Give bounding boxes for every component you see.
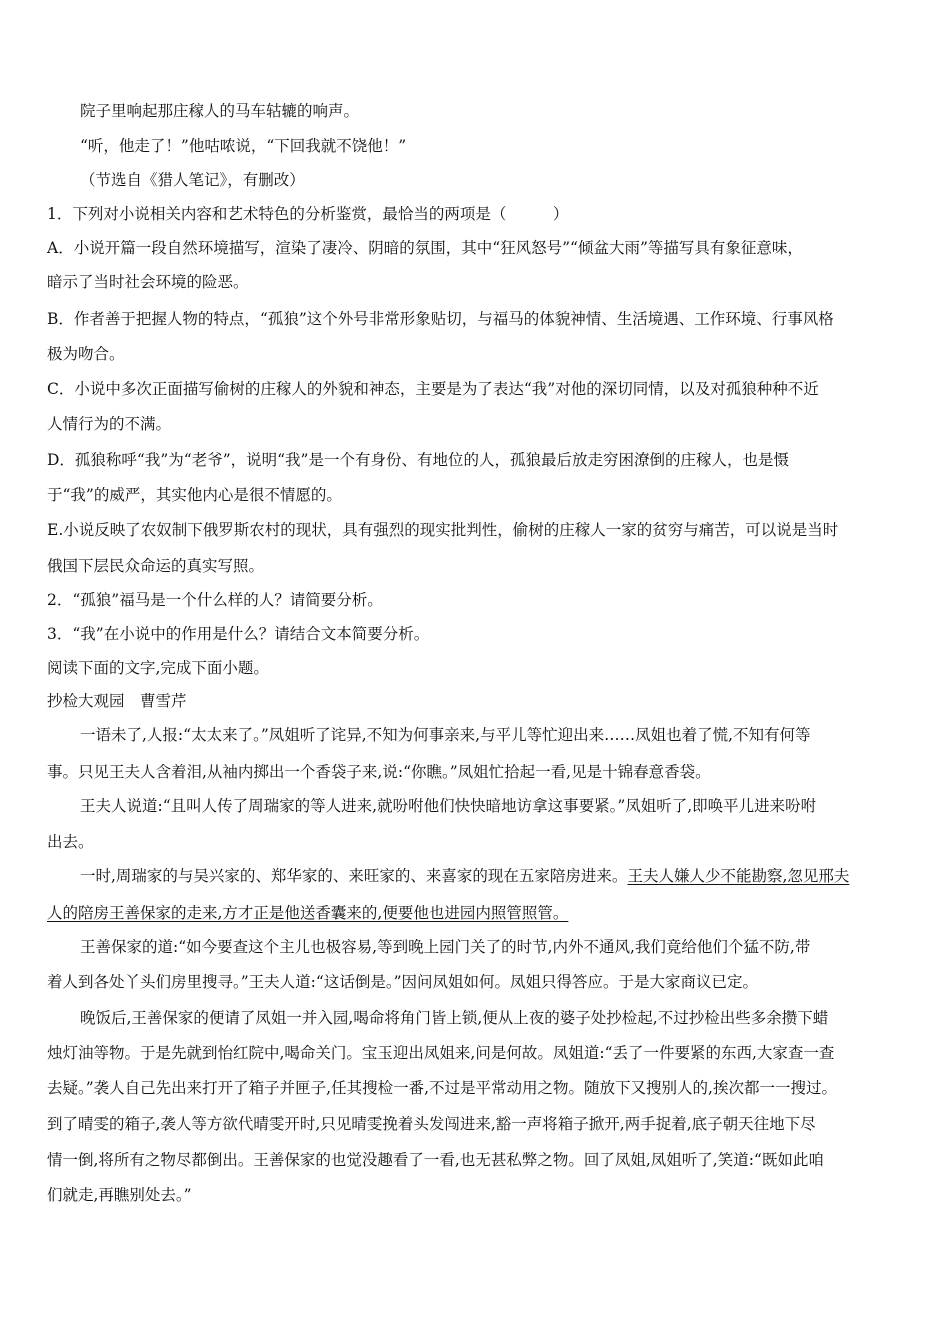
paragraph-3-line-1 [80,866,849,886]
passage-line-cart-sound: 院子里响起那庄稼人的马车轱辘的响声。 [80,102,360,120]
paragraph-2-line-1: 王夫人说道:“且叫人传了周瑞家的等人进来,就吩咐他们快快暗地访拿这事要紧。”凤姐听了,即唤平儿进来吩咐 [80,797,817,815]
paragraph-3-plain: 一时,周瑞家的与吴兴家的、郑华家的、来旺家的、来喜家的现在五家陪房进来。 [80,867,628,885]
passage-line-quote: “听，他走了！”他咕哝说，“下回我就不饶他！” [80,137,407,155]
question-1-stem: 1．下列对小说相关内容和艺术特色的分析鉴赏，最恰当的两项是（ ） [47,205,569,223]
option-c-line-1: C．小说中多次正面描写偷树的庄稼人的外貌和神态，主要是为了表达“我”对他的深切同情，以及对孤狼种种不近 [47,380,819,398]
passage-source: （节选自《猎人笔记》，有删改） [80,171,305,189]
paragraph-1-line-2: 事。只见王夫人含着泪,从袖内掷出一个香袋子来,说:“你瞧。”凤姐忙拾起一看,见是十锦春意香袋。 [47,763,711,781]
paragraph-3-underlined-end: 人的陪房王善保家的走来,方才正是他送香囊来的,便要他也进园内照管照管。 [47,904,569,922]
paragraph-2-line-2: 出去。 [47,833,94,851]
paragraph-4-line-1: 王善保家的道:“如今要查这个主儿也极容易,等到晚上园门关了的时节,内外不通风,我们竟给他们个猛不防,带 [80,938,811,956]
option-d-line-2: 于“我”的威严，其实他内心是很不情愿的。 [47,486,342,504]
paragraph-4-line-2: 着人到各处丫头们房里搜寻。”王夫人道:“这话倒是。”因问凤姐如何。凤姐只得答应。于是大家商议已定。 [47,973,758,991]
option-c-line-2: 人情行为的不满。 [47,415,172,433]
option-d-line-1: D．孤狼称呼“我”为“老爷”，说明“我”是一个有身份、有地位的人，孤狼最后放走穷困潦倒的庄稼人，也是慑 [47,451,789,469]
paragraph-5-line-4: 到了晴雯的箱子,袭人等方欲代晴雯开时,只见晴雯挽着头发闯进来,豁一声将箱子掀开,两手捉着,底子朝天往地下尽 [47,1115,816,1133]
option-b-line-1: B．作者善于把握人物的特点，“孤狼”这个外号非常形象贴切，与福马的体貌神情、生活境遇、工作环境、行事风格 [47,310,834,328]
option-e-line-2: 俄国下层民众命运的真实写照。 [47,557,265,575]
paragraph-1-line-1: 一语未了,人报:“太太来了。”凤姐听了诧异,不知为何事亲来,与平儿等忙迎出来……凤姐也着了慌,不知有何等 [80,726,811,744]
paragraph-3-underlined-start: 王夫人嫌人少不能勘察,忽见邢夫 [627,867,850,885]
paragraph-5-line-1: 晚饭后,王善保家的便请了凤姐一并入园,喝命将角门皆上锁,便从上夜的婆子处抄检起,不过抄检出些多余攒下蜡 [80,1009,829,1027]
question-2: 2．“孤狼”福马是一个什么样的人？请简要分析。 [47,591,383,609]
paragraph-5-line-3: 去疑。”袭人自己先出来打开了箱子并匣子,任其搜检一番,不过是平常动用之物。随放下又搜别人的,挨次都一一搜过。 [47,1079,837,1097]
question-3: 3．“我”在小说中的作用是什么？请结合文本简要分析。 [47,625,430,643]
option-b-line-2: 极为吻合。 [47,345,125,363]
paragraph-5-line-6: 们就走,再瞧别处去。” [47,1186,192,1204]
option-e-line-1: E.小说反映了农奴制下俄罗斯农村的现状，具有强烈的现实批判性，偷树的庄稼人一家的贫穷与痛苦，可以说是当时 [47,521,839,539]
paragraph-5-line-2: 烛灯油等物。于是先就到怡红院中,喝命关门。宝玉迎出凤姐来,问是何故。凤姐道:“丢了一件要紧的东西,大家查一查 [47,1044,835,1062]
paragraph-5-line-5: 情一倒,将所有之物尽都倒出。王善保家的也觉没趣看了一看,也无甚私弊之物。回了凤姐,凤姐听了,笑道:“既如此咱 [47,1151,824,1169]
option-a-line-2: 暗示了当时社会环境的险恶。 [47,273,249,291]
reading-instruction: 阅读下面的文字,完成下面小题。 [47,659,269,677]
reading-title: 抄检大观园 曹雪芹 [47,692,187,710]
option-a-line-1: A．小说开篇一段自然环境描写，渲染了凄冷、阴暗的氛围，其中“狂风怒号”“倾盆大雨”等描写具有象征意味， [47,239,803,257]
